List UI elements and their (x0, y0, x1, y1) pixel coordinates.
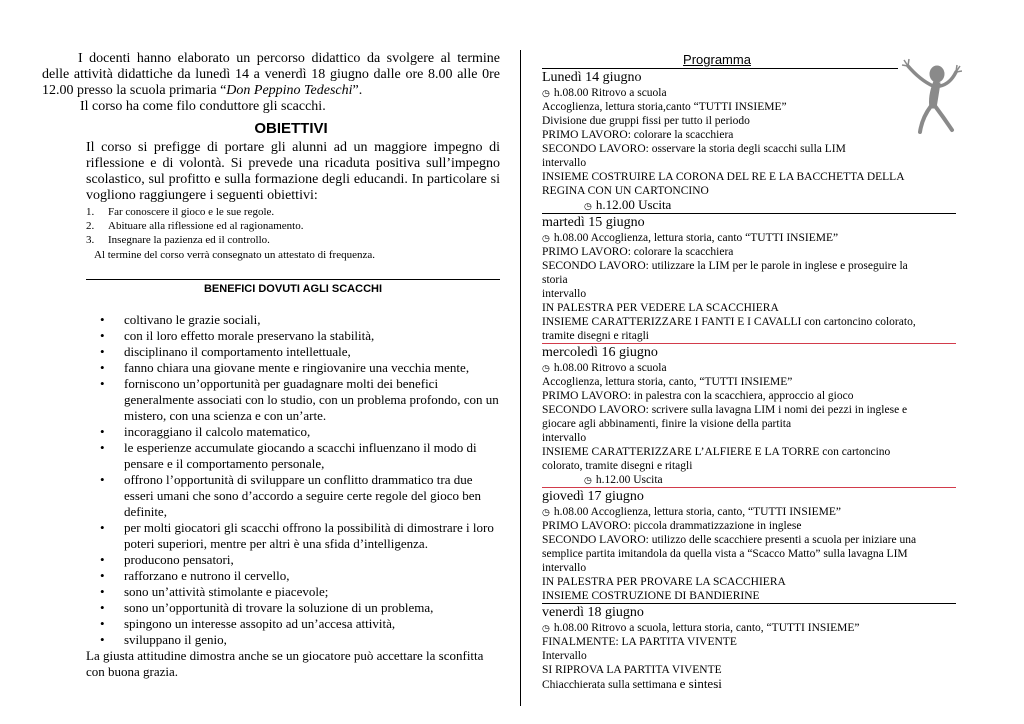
schedule-text: IN PALESTRA PER VEDERE LA SCACCHIERA (542, 302, 779, 314)
benefit-item: • incoraggiano il calcolo matematico, (86, 424, 500, 440)
obiettivi-text: Il corso si prefigge di portare gli alunni ad un maggiore impegno di riflessione e di volontà. Si prevede una ricaduta positiva sull’impegno scolastico, sul profitto e sulla formazione degli educandi. In particolare si vogliono raggiungere i seguenti obiettivi: (86, 140, 500, 203)
schedule-text: INSIEME COSTRUZIONE DI BANDIERINE (542, 590, 760, 602)
schedule-row (542, 561, 956, 575)
list-number: 2. (86, 220, 95, 232)
schedule-text: intervallo (542, 288, 587, 300)
schedule-row (542, 301, 956, 315)
schedule-row (542, 198, 956, 213)
schedule-text: SECONDO LAVORO: scrivere sulla lavagna LIM i nomi dei pezzi in inglese e (542, 404, 908, 416)
benefit-item: • per molti giocatori gli scacchi offrono la possibilità di dimostrare i loro poteri superiori, mentre per altri è una sfida d’intelligenza. (86, 520, 500, 552)
benefit-item: • sono un’attività stimolante e piacevole; (86, 584, 500, 600)
schedule-text: h.12.00 Uscita (595, 474, 663, 486)
schedule-text: Chiacchierata sulla settimana (542, 679, 680, 691)
schedule-text: INSIEME CARATTERIZZARE I FANTI E I CAVALLI con cartoncino colorato, (542, 316, 916, 328)
schedule-text: e sintesi (679, 676, 722, 691)
day-title: mercoledì 16 giugno (542, 345, 658, 360)
schedule-row (542, 677, 956, 692)
schedule-row (542, 505, 956, 519)
obiettivi-list (86, 205, 500, 247)
schedule-text: intervallo (542, 562, 587, 574)
benefit-item: • con il loro effetto morale preservano la stabilità, (86, 328, 500, 344)
schedule-text: intervallo (542, 157, 587, 169)
schedule-text: Divisione due gruppi fissi per tutto il periodo (542, 115, 750, 127)
schedule-text: colorato, tramite disegni e ritagli (542, 460, 693, 472)
section-divider (86, 279, 500, 280)
intro-text-end: ”. (352, 83, 363, 98)
column-divider (520, 50, 521, 706)
schedule-text: SECONDO LAVORO: osservare la storia degli scacchi sulla LIM (542, 143, 846, 155)
schedule-row (542, 417, 956, 431)
schedule-text: PRIMO LAVORO: piccola drammatizzazione in inglese (542, 520, 802, 532)
schedule-text: REGINA CON UN CARTONCINO (542, 185, 709, 197)
schedule-row (542, 100, 956, 114)
benefit-item: • offrono l’opportunità di sviluppare un conflitto drammatico tra due esseri umani che sono d’accordo a seguire certe regole del gioco ben definite, (86, 472, 500, 520)
schedule-text: PRIMO LAVORO: in palestra con la scacchiera, approccio al gioco (542, 390, 854, 402)
schedule-row (542, 445, 956, 459)
benefit-item: • spingono un interesse assopito ad un’accesa attività, (86, 616, 500, 632)
schedule-text: h.12.00 Uscita (595, 197, 672, 212)
list-number: 1. (86, 206, 95, 218)
clock-icon: ◷ (542, 363, 550, 373)
schedule-text: h.08.00 Ritrovo a scuola, lettura storia, canto, “TUTTI INSIEME” (553, 622, 860, 634)
schedule-text: h.08.00 Accoglienza, lettura storia, canto “TUTTI INSIEME” (553, 232, 839, 244)
clock-icon: ◷ (542, 88, 550, 98)
schedule-row (542, 156, 956, 170)
schedule-text: SI RIPROVA LA PARTITA VIVENTE (542, 664, 722, 676)
obiettivo-text: Abituare alla riflessione ed al ragionamento. (108, 220, 304, 232)
schedule-row (542, 431, 956, 445)
schedule-text: INSIEME CARATTERIZZARE L’ALFIERE E LA TORRE con cartoncino (542, 446, 891, 458)
schedule-row (542, 231, 956, 245)
schedule-row (542, 575, 956, 589)
obiettivo-text: Far conoscere il gioco e le sue regole. (108, 206, 275, 218)
benefit-item: • rafforzano e nutrono il cervello, (86, 568, 500, 584)
programma-heading: Programma (683, 52, 751, 67)
programma-column (542, 52, 956, 692)
intro-theme: Il corso ha come filo conduttore gli scacchi. (80, 99, 326, 114)
day-title: giovedì 17 giugno (542, 489, 644, 504)
schedule-text: Accoglienza, lettura storia, canto, “TUTTI INSIEME” (542, 376, 793, 388)
schedule-row (542, 649, 956, 663)
schedule-text: giocare agli abbinamenti, finire la visione della partita (542, 418, 792, 430)
schedule-row (542, 361, 956, 375)
schedule-text: h.08.00 Ritrovo a scuola (553, 87, 667, 99)
obiettivi-section (42, 140, 500, 247)
schedule-row (542, 375, 956, 389)
schedule-text: Intervallo (542, 650, 587, 662)
benefit-item: • disciplinano il comportamento intellettuale, (86, 344, 500, 360)
schedule-row (542, 287, 956, 301)
schedule-row (542, 547, 956, 561)
benefit-item: • coltivano le grazie sociali, (86, 312, 500, 328)
benefit-item: • sviluppano il genio, (86, 632, 500, 648)
schedule-row (542, 663, 956, 677)
schedule-row (542, 459, 956, 473)
schedule-text: Accoglienza, lettura storia,canto “TUTTI INSIEME” (542, 101, 787, 113)
schedule-text: PRIMO LAVORO: colorare la scacchiera (542, 246, 734, 258)
intro-text: I docenti hanno elaborato un percorso didattico da svolgere al termine delle attività didattiche da lunedì 14 a venerdì 18 giugno dalle ore 8.00 alle 0re 12.00 presso la scuola primaria “ (42, 51, 500, 98)
day-title: Lunedì 14 giugno (542, 70, 642, 85)
benefit-item: • producono pensatori, (86, 552, 500, 568)
clock-icon: ◷ (584, 475, 592, 485)
schedule-text: intervallo (542, 432, 587, 444)
schedule-text: tramite disegni e ritagli (542, 330, 649, 342)
schedule-row (542, 473, 956, 487)
schedule-text: IN PALESTRA PER PROVARE LA SCACCHIERA (542, 576, 786, 588)
schedule-text: SECONDO LAVORO: utilizzo delle scacchiere presenti a scuola per iniziare una (542, 534, 917, 546)
schedule-row (542, 519, 956, 533)
benefit-item: • forniscono un’opportunità per guadagnare molti dei benefici generalmente associati con lo studio, con un problema profondo, con un mistero, con una scienza e con un’arte. (86, 376, 500, 424)
schedule-row (542, 621, 956, 635)
schedule-text: INSIEME COSTRUIRE LA CORONA DEL RE E LA BACCHETTA DELLA (542, 171, 905, 183)
schedule-row (542, 589, 956, 603)
benefit-item: • le esperienze accumulate giocando a scacchi influenzano il modo di pensare e il comportamento personale, (86, 440, 500, 472)
schedule-row (542, 273, 956, 287)
schedule-text: FINALMENTE: LA PARTITA VIVENTE (542, 636, 737, 648)
schedule-row (542, 245, 956, 259)
schedule-row (542, 184, 956, 198)
obiettivo-text: Insegnare la pazienza ed il controllo. (108, 234, 270, 246)
schedule-row (542, 259, 956, 273)
schedule-row (542, 389, 956, 403)
attestato-note: Al termine del corso verrà consegnato un attestato di frequenza. (94, 249, 375, 261)
school-name: Don Peppino Tedeschi (226, 83, 353, 98)
obiettivo-item (86, 219, 500, 233)
benefit-item: • sono un’opportunità di trovare la soluzione di un problema, (86, 600, 500, 616)
list-number: 3. (86, 234, 95, 246)
dancing-figure-icon (900, 56, 962, 138)
obiettivo-item (86, 205, 500, 219)
schedule-text: semplice partita imitandola da quella vista a “Scacco Matto” sulla lavagna LIM (542, 548, 908, 560)
schedule-row (542, 86, 956, 100)
obiettivo-item (86, 233, 500, 247)
schedule-row (542, 315, 956, 329)
clock-icon: ◷ (584, 201, 592, 211)
closing-text: La giusta attitudine dimostra anche se un giocatore può accettare la sconfitta con buona grazia. (86, 648, 484, 679)
day-title: martedì 15 giugno (542, 215, 645, 230)
benefit-item: • fanno chiara una giovane mente e ringiovanire una vecchia mente, (86, 360, 500, 376)
schedule-row (542, 128, 956, 142)
schedule-text: storia (542, 274, 568, 286)
schedule-text: SECONDO LAVORO: utilizzare la LIM per le parole in inglese e proseguire la (542, 260, 908, 272)
schedule-row (542, 114, 956, 128)
day-title: venerdì 18 giugno (542, 605, 644, 620)
intro-paragraph (42, 51, 500, 99)
schedule-row (542, 533, 956, 547)
schedule-text: PRIMO LAVORO: colorare la scacchiera (542, 129, 734, 141)
schedule-text: h.08.00 Accoglienza, lettura storia, canto, “TUTTI INSIEME” (553, 506, 841, 518)
obiettivi-heading: OBIETTIVI (254, 120, 328, 137)
benefici-list (86, 312, 500, 648)
clock-icon: ◷ (542, 623, 550, 633)
clock-icon: ◷ (542, 233, 550, 243)
schedule-row (542, 329, 956, 343)
benefici-heading: BENEFICI DOVUTI AGLI SCACCHI (203, 283, 383, 295)
schedule-row (542, 403, 956, 417)
clock-icon: ◷ (542, 507, 550, 517)
schedule-row (542, 635, 956, 649)
schedule-row (542, 142, 956, 156)
programma-days (542, 68, 956, 692)
schedule-text: h.08.00 Ritrovo a scuola (553, 362, 667, 374)
left-column (42, 51, 500, 680)
schedule-row (542, 170, 956, 184)
